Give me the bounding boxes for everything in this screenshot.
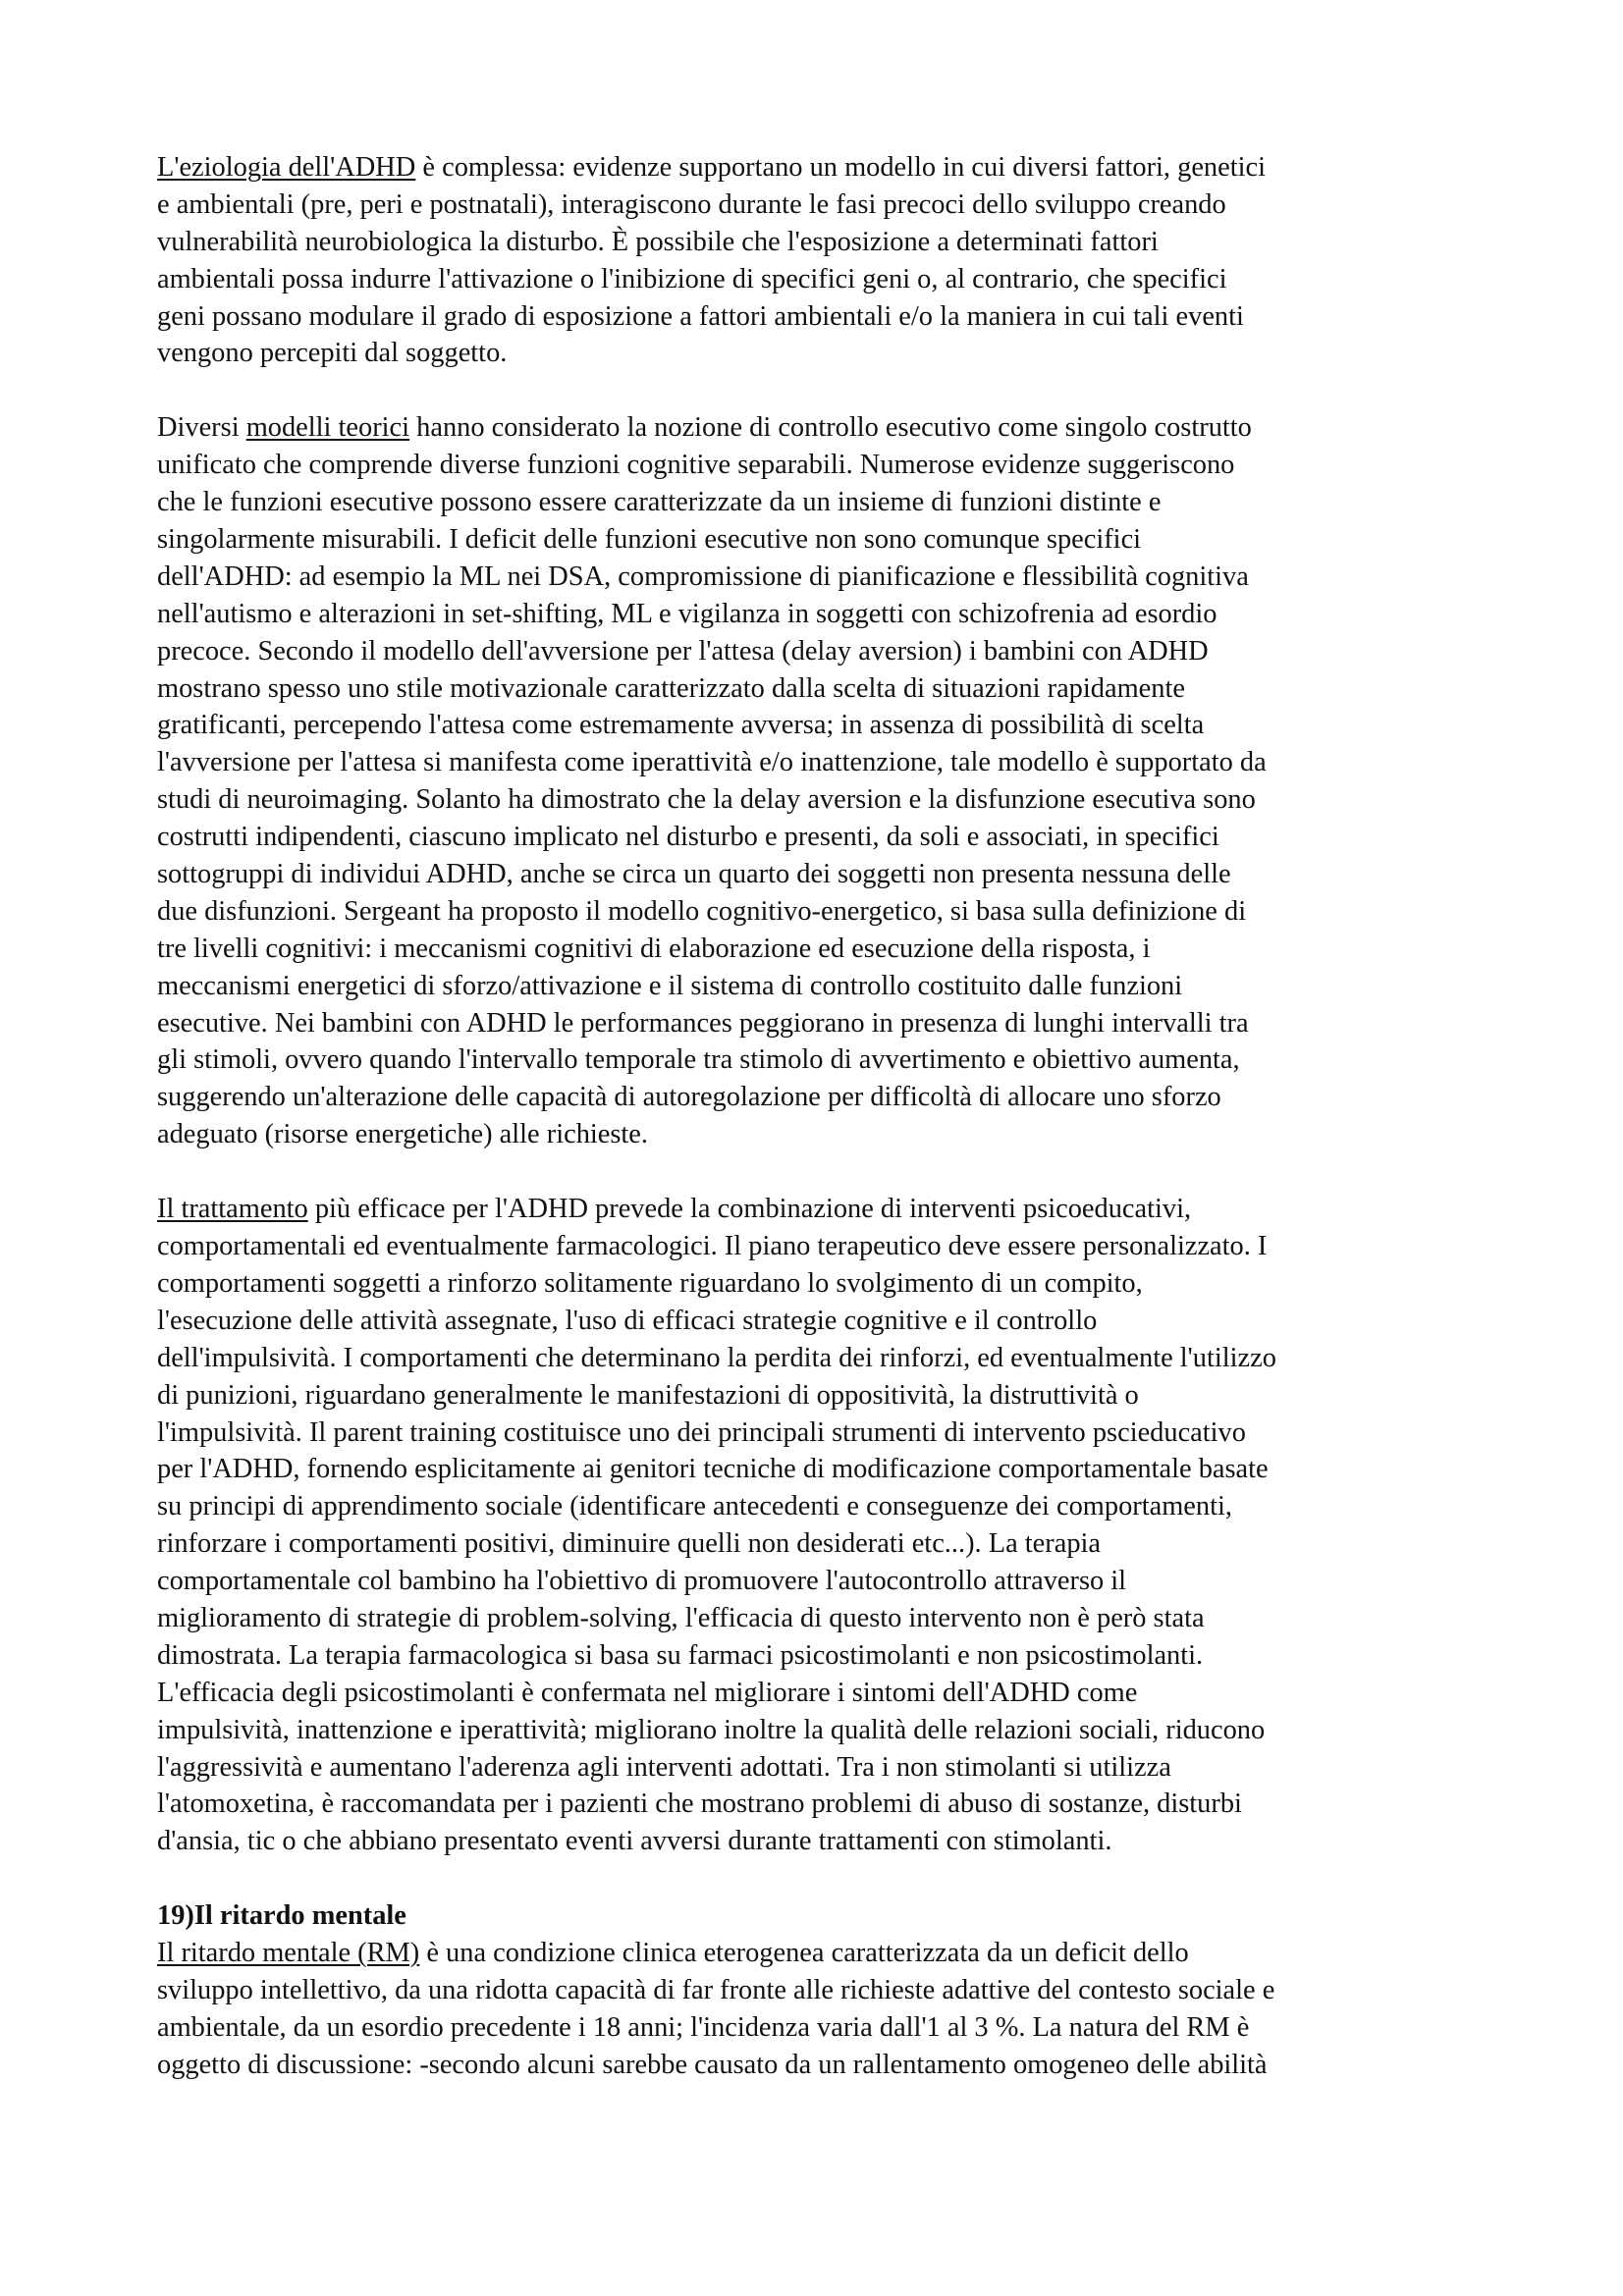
text-line: su principi di apprendimento sociale (identificare antecedenti e conseguenze dei comportamenti, — [157, 1491, 1232, 1522]
section-mental-retardation — [157, 1897, 1481, 2083]
text-line: l'impulsività. Il parent training costituisce uno dei principali strumenti di intervento pscieducativo — [157, 1416, 1246, 1448]
text-line: comportamentale col bambino ha l'obiettivo di promuovere l'autocontrollo attraverso il — [157, 1566, 1127, 1597]
text-line: e ambientali (pre, peri e postnatali), interagiscono durante le fasi precoci dello sviluppo creando — [157, 188, 1226, 220]
section-heading: 19)Il ritardo mentale — [157, 1900, 406, 1932]
text-line: tre livelli cognitivi: i meccanismi cognitivi di elaborazione ed esecuzione della risposta, i — [157, 933, 1151, 964]
text-line: Il trattamento più efficace per l'ADHD prevede la combinazione di interventi psicoeducativi, — [157, 1194, 1192, 1225]
text-line: nell'autismo e alterazioni in set-shifting, ML e vigilanza in soggetti con schizofrenia ad esordio — [157, 598, 1217, 629]
text-line: oggetto di discussione: -secondo alcuni sarebbe causato da un rallentamento omogeneo delle abilità — [157, 2049, 1268, 2080]
text-line: costrutti indipendenti, ciascuno implicato nel disturbo e presenti, da soli e associati, in specifici — [157, 822, 1219, 853]
text-line: l'aggressività e aumentano l'aderenza agli interventi adottati. Tra i non stimolanti si utilizza — [157, 1751, 1171, 1783]
underlined-term-etiology: L'eziologia dell'ADHD — [157, 152, 416, 183]
paragraph-treatment — [157, 1191, 1481, 1860]
text-line: ambientali possa indurre l'attivazione o l'inibizione di specifici geni o, al contrario, che specifici — [157, 263, 1227, 294]
text-line: adeguato (risorse energetiche) alle richieste. — [157, 1119, 649, 1150]
text-line: l'esecuzione delle attività assegnate, l'uso di efficaci strategie cognitive e il controllo — [157, 1305, 1098, 1336]
text-line: miglioramento di strategie di problem-solving, l'efficacia di questo intervento non è però stata — [157, 1602, 1205, 1633]
paragraph-theoretical-models — [157, 409, 1481, 1153]
text-line: vulnerabilità neurobiologica la disturbo. È possibile che l'esposizione a determinati fattori — [157, 226, 1159, 257]
text-line: suggerendo un'alterazione delle capacità di autoregolazione per difficoltà di allocare uno sforzo — [157, 1082, 1221, 1113]
text-line: Diversi modelli teorici hanno considerato la nozione di controllo esecutivo come singolo costrutto — [157, 412, 1252, 444]
text-line: comportamenti soggetti a rinforzo solitamente riguardano lo svolgimento di un compito, — [157, 1267, 1143, 1299]
text-line: ambientale, da un esordio precedente i 18 anni; l'incidenza varia dall'1 al 3 %. La natura del RM è — [157, 2011, 1250, 2043]
underlined-term-mental-retardation: Il ritardo mentale (RM) — [157, 1938, 420, 1969]
text-line: gli stimoli, ovvero quando l'intervallo temporale tra stimolo di avvertimento e obiettivo aumenta, — [157, 1044, 1240, 1076]
text-line: di punizioni, riguardano generalmente le manifestazioni di oppositività, la distruttività o — [157, 1379, 1139, 1411]
text-line: sottogruppi di individui ADHD, anche se circa un quarto dei soggetti non presenta nessuna delle — [157, 859, 1231, 890]
text-line: geni possano modulare il grado di esposizione a fattori ambientali e/o la maniera in cui tali eventi — [157, 300, 1244, 332]
text-line: che le funzioni esecutive possono essere caratterizzate da un insieme di funzioni distinte e — [157, 487, 1162, 518]
text-line: Il ritardo mentale (RM) è una condizione clinica eterogenea caratterizzata da un deficit dello — [157, 1938, 1189, 1969]
text-line: impulsività, inattenzione e iperattività; migliorano inoltre la qualità delle relazioni sociali, riducono — [157, 1714, 1266, 1745]
paragraph-etiology — [157, 149, 1481, 372]
text-line: mostrano spesso uno stile motivazionale caratterizzato dalla scelta di situazioni rapidamente — [157, 672, 1185, 704]
text-line: sviluppo intellettivo, da una ridotta capacità di far fronte alle richieste adattive del contesto sociale e — [157, 1974, 1275, 2005]
text-line: meccanismi energetici di sforzo/attivazione e il sistema di controllo costituito dalle funzioni — [157, 970, 1183, 1001]
text-line: L'efficacia degli psicostimolanti è confermata nel migliorare i sintomi dell'ADHD come — [157, 1677, 1138, 1708]
text-line: studi di neuroimaging. Solanto ha dimostrato che la delay aversion e la disfunzione esecutiva sono — [157, 784, 1256, 816]
text-line: l'avversione per l'attesa si manifesta come iperattività e/o inattenzione, tale modello è supportato da — [157, 747, 1267, 778]
text-line: singolarmente misurabili. I deficit delle funzioni esecutive non sono comunque specifici — [157, 524, 1142, 556]
text-line: dell'impulsività. I comportamenti che determinano la perdita dei rinforzi, ed eventualmente l'utilizzo — [157, 1342, 1276, 1373]
text-line: dell'ADHD: ad esempio la ML nei DSA, compromissione di pianificazione e flessibilità cognitiva — [157, 561, 1249, 592]
text-line: gratificanti, percependo l'attesa come estremamente avversa; in assenza di possibilità di scelta — [157, 710, 1205, 741]
text-line: vengono percepiti dal soggetto. — [157, 338, 508, 369]
text-line: per l'ADHD, fornendo esplicitamente ai genitori tecniche di modificazione comportamentale basate — [157, 1454, 1269, 1485]
text-line: unificato che comprende diverse funzioni cognitive separabili. Numerose evidenze suggeriscono — [157, 450, 1235, 481]
text-line: precoce. Secondo il modello dell'avversione per l'attesa (delay aversion) i bambini con ADHD — [157, 635, 1209, 667]
text-line: L'eziologia dell'ADHD è complessa: evidenze supportano un modello in cui diversi fattori, genetici — [157, 152, 1266, 183]
text-line: comportamentali ed eventualmente farmacologici. Il piano terapeutico deve essere personalizzato. I — [157, 1231, 1268, 1262]
text-line: due disfunzioni. Sergeant ha proposto il modello cognitivo-energetico, si basa sulla definizione di — [157, 895, 1247, 927]
underlined-term-treatment: Il trattamento — [157, 1194, 308, 1225]
text-line: dimostrata. La terapia farmacologica si basa su farmaci psicostimolanti e non psicostimolanti. — [157, 1639, 1204, 1671]
text-line: d'ansia, tic o che abbiano presentato eventi avversi durante trattamenti con stimolanti. — [157, 1826, 1112, 1857]
underlined-term-models: modelli teorici — [245, 412, 410, 444]
text-line: l'atomoxetina, è raccomandata per i pazienti che mostrano problemi di abuso di sostanze, disturbi — [157, 1789, 1242, 1820]
document-page — [157, 149, 1481, 2084]
text-line: esecutive. Nei bambini con ADHD le performances peggiorano in presenza di lunghi intervalli tra — [157, 1007, 1249, 1039]
text-line: rinforzare i comportamenti positivi, diminuire quelli non desiderati etc...). La terapia — [157, 1528, 1102, 1560]
